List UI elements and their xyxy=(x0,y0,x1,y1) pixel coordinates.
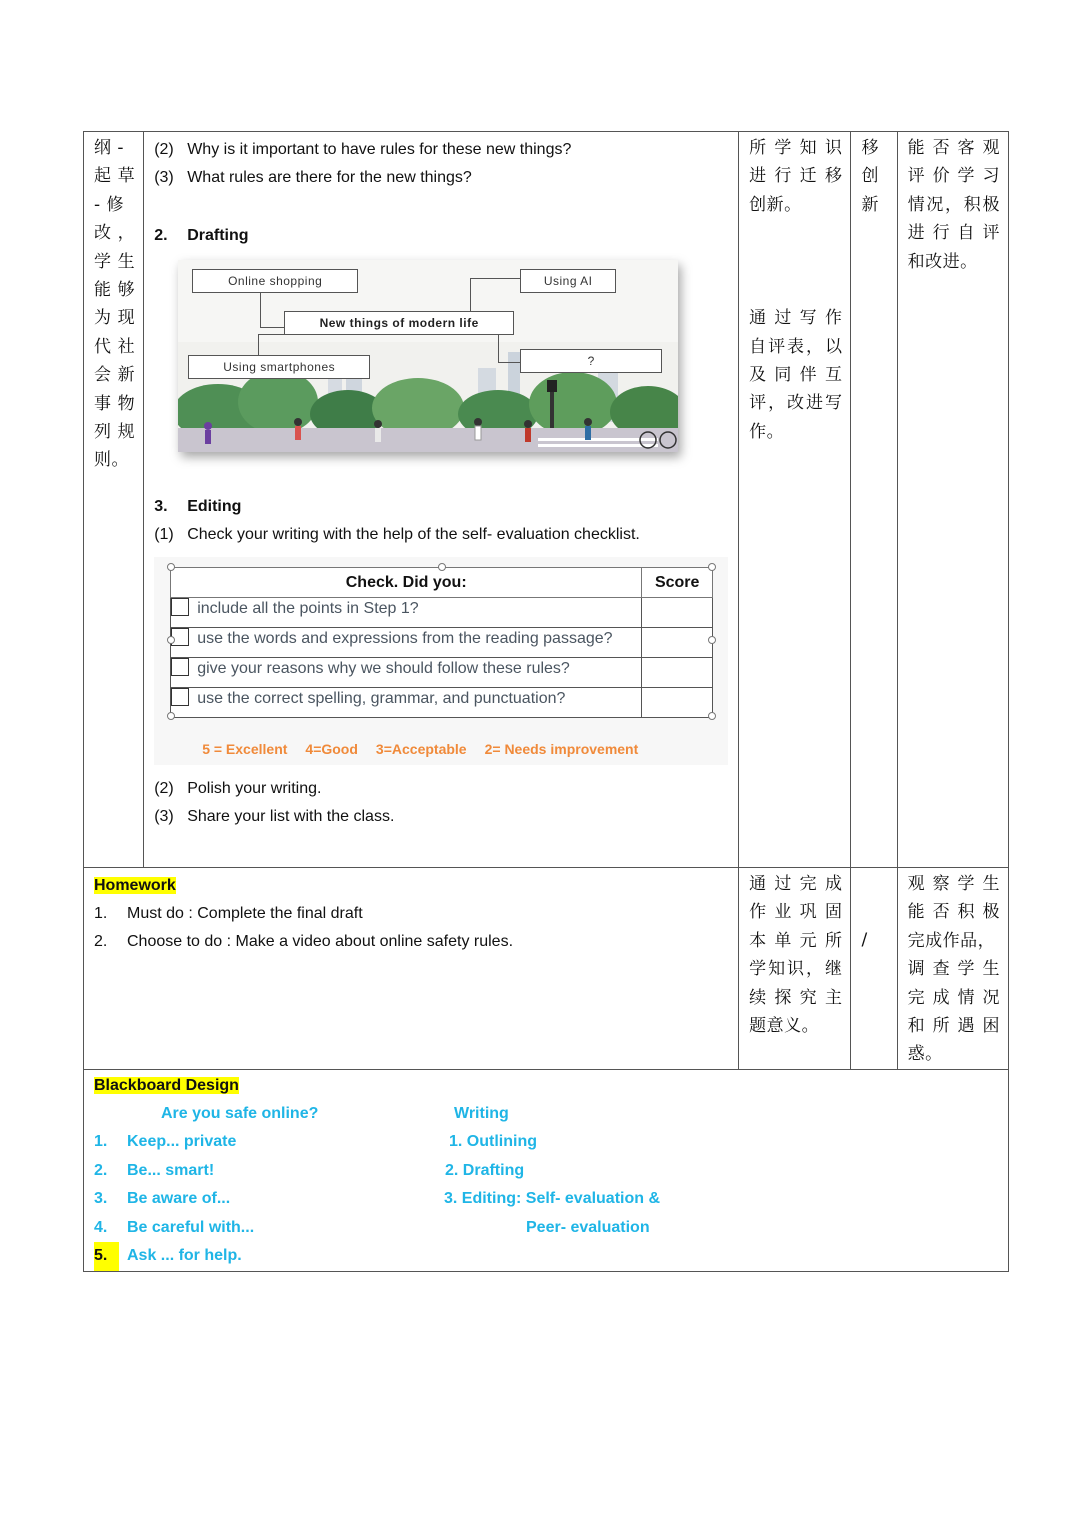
homework-assessment-text: 观察学生 能否积极 完成作品， 调查学生 完成情况 和所遇困 惑。 xyxy=(907,874,1000,1065)
checkbox[interactable] xyxy=(171,598,189,616)
mind-map-branch-using-smartphones: Using smartphones xyxy=(188,355,370,379)
question-3: (3) What rules are there for the new things? xyxy=(154,169,472,186)
blackboard-left-item: Be careful with... xyxy=(127,1218,255,1236)
blackboard-title: Blackboard Design xyxy=(94,1076,239,1094)
blackboard-right-item: 2. Drafting xyxy=(445,1161,525,1179)
homework-purpose-text: 通过完成 作业巩固 本单元所 学知识，继 续探究主 题意义。 xyxy=(749,874,843,1037)
homework-title: Homework xyxy=(94,877,176,894)
level-text: 移 创 新 xyxy=(861,138,879,215)
purpose-text: 所学知识 进行迁移 创新。 通过写作 自评表，以 及同伴互 评，改进写 作。 xyxy=(749,138,843,442)
mind-map-branch-using-ai: Using AI xyxy=(520,269,616,293)
homework-level-cell xyxy=(851,868,897,1070)
assessment-cell xyxy=(897,132,1008,868)
blackboard-cell: Blackboard Design Are you safe online? Writing 1. Keep... private 1. Outlining 2. Be... smart! 2. Drafting 3. Be aware of... 3. Editing: Self- evaluation & 4. Be careful with... Peer- evaluation 5. Ask ... for help. xyxy=(84,1069,1009,1271)
homework-item: 1. Must do : Complete the final draft xyxy=(94,905,363,922)
checklist-row: give your reasons why we should follow these rules? xyxy=(171,658,713,688)
checklist-row: use the correct spelling, grammar, and punctuation? xyxy=(171,688,713,718)
blackboard-right-item: Peer- evaluation xyxy=(526,1218,650,1236)
rating-scale: 5 = Excellent 4=Good 3=Acceptable 2= Needs improvement xyxy=(202,741,639,757)
blackboard-left-item: Be aware of... xyxy=(127,1190,231,1208)
checkbox[interactable] xyxy=(171,658,189,676)
mind-map-center: New things of modern life xyxy=(284,311,514,335)
question-2: (2) Why is it important to have rules for these new things? xyxy=(154,141,572,158)
score-cell[interactable] xyxy=(642,598,713,628)
checklist-header-score: Score xyxy=(642,568,713,598)
purpose-cell xyxy=(739,132,851,868)
objective-text: 纲 - 起草 - 修 改， 学生 能够 为现 代社 会新 事物 列规 则。 xyxy=(94,138,136,471)
lesson-plan-table xyxy=(83,131,1009,1272)
editing-step-1: (1) Check your writing with the help of the self- evaluation checklist. xyxy=(154,526,640,543)
activity-cell xyxy=(144,132,739,868)
score-cell[interactable] xyxy=(642,688,713,718)
blackboard-left-item: Be... smart! xyxy=(127,1161,215,1179)
mind-map-branch-unknown: ? xyxy=(520,349,662,373)
homework-cell xyxy=(84,868,739,1070)
blackboard-left-item: Ask ... for help. xyxy=(127,1247,242,1265)
blackboard-left-title: Are you safe online? xyxy=(161,1104,319,1122)
homework-row xyxy=(84,868,1009,1070)
homework-level-text: / xyxy=(861,930,868,950)
writing-steps-row xyxy=(84,132,1009,868)
score-cell[interactable] xyxy=(642,628,713,658)
blackboard-row xyxy=(84,1069,1009,1271)
checklist-row: include all the points in Step 1? xyxy=(171,598,713,628)
objective-cell xyxy=(84,132,144,868)
blackboard-left-item: Keep... private xyxy=(127,1133,237,1151)
homework-purpose-cell xyxy=(739,868,851,1070)
editing-heading: 3. Editing xyxy=(154,498,242,515)
blackboard-right-item: 3. Editing: Self- evaluation & xyxy=(444,1190,661,1208)
assessment-text: 能否客观 评价学习 情况，积极 进行自评 和改进。 xyxy=(907,138,1000,272)
level-cell xyxy=(851,132,897,868)
drafting-heading: 2. Drafting xyxy=(154,227,249,244)
mind-map-figure xyxy=(178,260,678,452)
editing-step-2: (2) Polish your writing. xyxy=(154,780,322,797)
self-evaluation-checklist xyxy=(154,557,728,765)
checklist-row: use the words and expressions from the reading passage? xyxy=(171,628,713,658)
lesson-plan-page xyxy=(83,131,1009,1272)
homework-assessment-cell xyxy=(897,868,1008,1070)
mind-map-branch-online-shopping: Online shopping xyxy=(192,269,358,293)
homework-item: 2. Choose to do : Make a video about online safety rules. xyxy=(94,933,514,950)
blackboard-right-title: Writing xyxy=(454,1104,509,1122)
checkbox[interactable] xyxy=(171,688,189,706)
blackboard-right-item: 1. Outlining xyxy=(449,1133,537,1151)
score-cell[interactable] xyxy=(642,658,713,688)
editing-step-3: (3) Share your list with the class. xyxy=(154,808,395,825)
checklist-table xyxy=(170,567,713,718)
checklist-header-check: Check. Did you: xyxy=(171,568,642,598)
